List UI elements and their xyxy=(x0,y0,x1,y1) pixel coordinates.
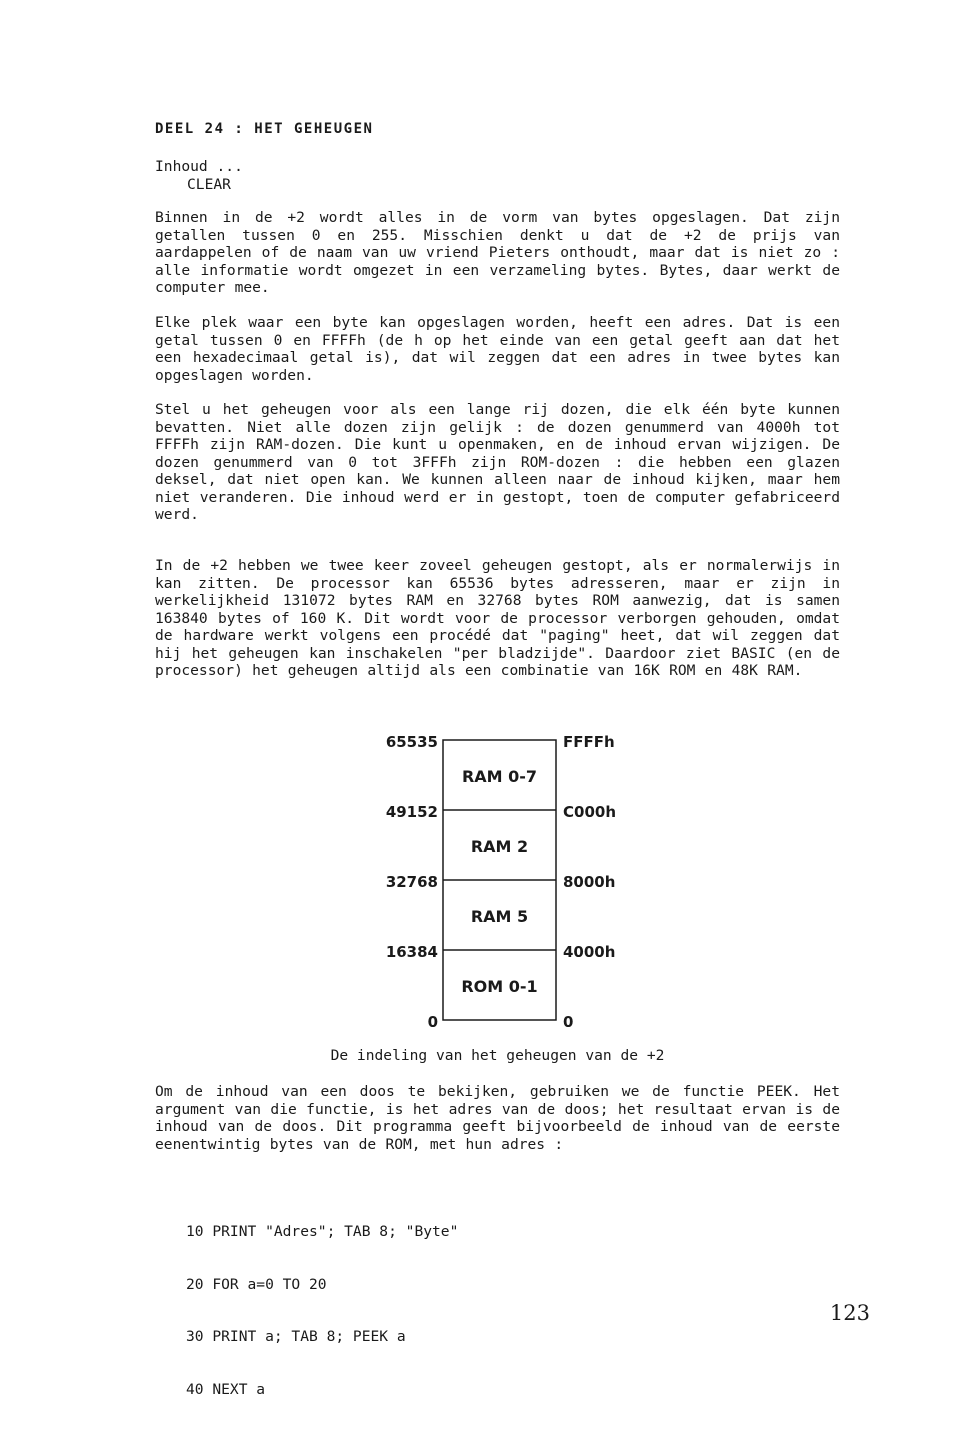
code-line: 10 PRINT "Adres"; TAB 8; "Byte" xyxy=(186,1223,459,1240)
paragraph-paging: In de +2 hebben we twee keer zoveel geheugen gestopt, als er normalerwijs in kan zitten. De processor kan 65536 bytes adresseren, maar er zijn in werkelijkheid 131072 bytes RAM en 32768 bytes ROM aanwezig, dat is samen 163840 bytes of 160 K. Dit wordt voor de processor verborgen gehouden, omdat de hardware werkt volgens een procédé dat "paging" heet, dat wil zeggen dat hij het geheugen kan inschakelen "per bladzijde". Daardoor ziet BASIC (en de processor) het geheugen altijd als een combinatie van 16K ROM en 48K RAM. xyxy=(155,557,840,679)
address-decimal-label: 32768 xyxy=(385,873,438,891)
paragraph-peek: Om de inhoud van een doos te bekijken, gebruiken we de functie PEEK. Het argument van die functie, is het adres van de doos; het resultaat ervan is de inhoud van de doos. Dit programma geeft bijvoorbeeld de inhoud van de eerste eenentwintig bytes van de ROM, met hun adres : xyxy=(155,1083,840,1153)
basic-program-listing xyxy=(186,1188,458,1433)
memory-block-label: RAM 5 xyxy=(470,907,529,926)
code-line: 20 FOR a=0 TO 20 xyxy=(186,1275,327,1293)
memory-block-label: RAM 2 xyxy=(470,837,529,856)
chapter-heading: DEEL 24 : HET GEHEUGEN xyxy=(155,121,374,137)
paragraph-address: Elke plek waar een byte kan opgeslagen worden, heeft een adres. Dat is een getal tussen 0 en FFFFh (de h op het einde van een getal geeft aan dat het een hexadecimaal getal is), dat wil zeggen dat een adres in twee bytes kan opgeslagen worden. xyxy=(155,314,840,384)
memory-block-label: ROM 0-1 xyxy=(461,977,538,996)
memory-map-diagram xyxy=(370,728,670,1028)
code-line: 30 PRINT a; TAB 8; PEEK a xyxy=(186,1328,406,1345)
contents-title: Inhoud ... xyxy=(155,158,243,175)
paragraph-bytes: Binnen in de +2 wordt alles in de vorm van bytes opgeslagen. Dat zijn getallen tussen 0 en 255. Misschien denkt u dat de +2 de prijs van aardappelen of de naam van uw vriend Pieters onthoudt, maar dat is niet zo : alle informatie wordt omgezet in een verzameling bytes. Bytes, daar werkt de computer mee. xyxy=(155,209,840,296)
address-hex-label: 0 xyxy=(563,1013,574,1028)
address-hex-label: 4000h xyxy=(563,943,616,961)
address-decimal-label: 16384 xyxy=(385,943,438,961)
figure-caption: De indeling van het geheugen van de +2 xyxy=(330,1047,665,1064)
address-hex-label: FFFFh xyxy=(563,733,615,751)
address-hex-label: 8000h xyxy=(563,873,616,891)
code-line: 40 NEXT a xyxy=(186,1380,266,1398)
address-decimal-label: 49152 xyxy=(385,803,438,821)
address-decimal-label: 0 xyxy=(427,1013,438,1028)
contents-block xyxy=(155,158,243,193)
address-decimal-label: 65535 xyxy=(385,733,438,751)
address-hex-label: C000h xyxy=(563,803,616,821)
contents-item: CLEAR xyxy=(187,175,231,193)
paragraph-boxes: Stel u het geheugen voor als een lange rij dozen, die elk één byte kunnen bevatten. Niet alle dozen zijn gelijk : de dozen genummerd van 4000h tot FFFFh zijn RAM-dozen. Die kunt u openmaken, en de inhoud ervan wijzigen. De dozen genummerd van 0 tot 3FFFh zijn ROM-dozen : die hebben een glazen deksel, dat niet open kan. We kunnen alleen naar de inhoud kijken, maar hem niet veranderen. Die inhoud werd er in gestopt, toen de computer gefabriceerd werd. xyxy=(155,401,840,523)
page-number: 123 xyxy=(829,1301,870,1325)
memory-block-label: RAM 0-7 xyxy=(461,767,538,786)
